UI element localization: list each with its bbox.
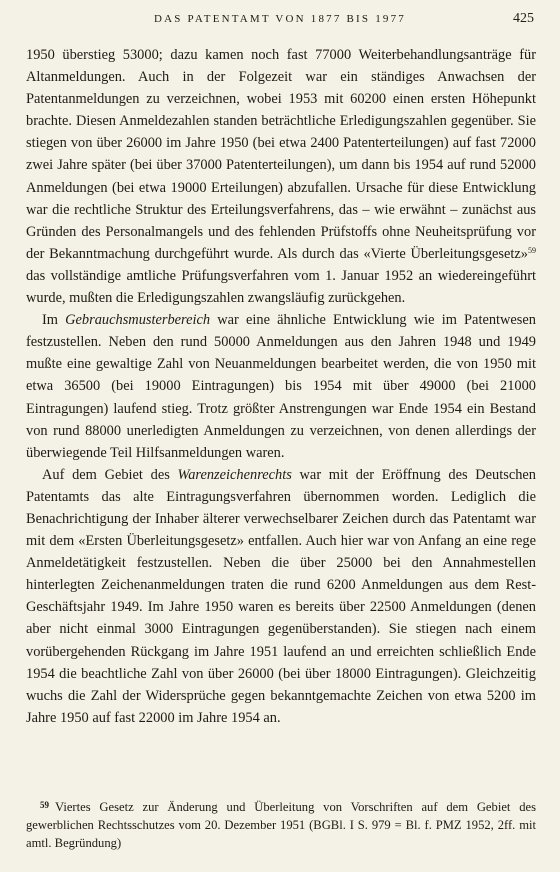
paragraph-1-text-continued: das vollständige amtliche Prüfungsverfahren vom 1. Januar 1952 an wiedereingeführt wurde, mußten die Erledigungszahlen zwangsläufig zurückgehen. xyxy=(26,267,536,307)
main-text xyxy=(26,44,536,729)
footnote-text: Viertes Gesetz zur Änderung und Überleitung von Vorschriften auf dem Gebiet des gewerblichen Rechtsschutzes vom 20. Dezember 1951 (BGBl. I S. 979 = Bl. f. PMZ 1952, 2ff. mit amtl. Begründung) xyxy=(26,800,536,850)
running-title: DAS PATENTAMT VON 1877 BIS 1977 xyxy=(153,13,406,25)
paragraph-3-text: war mit der Eröffnung des Deutschen Patentamts das alte Eintragungsverfahren übernommen worden. Lediglich die Benachrichtigung der Inhaber älterer verwechselbarer Zeichen durch das Patentamt war mit dem «Ersten Überleitungsgesetz» entfallen. Auch hier war von Anfang an eine rege Anmeldetätigkeit festzustellen. Neben die über 25000 bei den Annahmestellen hinterlegten Zeichenanmeldungen traten die rund 6200 Anmeldungen aus dem Rest-Geschäftsjahr 1949. Im Jahre 1950 waren es bereits über 22500 Anmeldungen (denen aber nicht einmal 3000 Eintragungen gegenüberstanden). Sie stiegen nach einem vorübergehenden Rückgang im Jahre 1951 laufend an und erreichten schließlich Ende 1954 die beachtliche Zahl von über 26000 (bei über 18000 Eintragungen). Gleichzeitig wuchs die Zahl der Widersprüche gegen bekanntgemachte Zeichen von etwa 5200 im Jahre 1950 auf fast 22000 im Jahre 1954 an. xyxy=(26,466,537,726)
paragraph-2-emphasis: Gebrauchsmusterbereich xyxy=(65,312,211,329)
paragraph-2 xyxy=(26,309,536,464)
paragraph-1-text: 1950 überstieg 53000; dazu kamen noch fast 77000 Weiterbehandlungsanträge für Altanmeldungen. Auch in der Folgezeit war ein ständiges Anwachsen der Patentanmeldungen zu verzeichnen, wobei 1953 mit 60200 einen ersten Höhepunkt brachte. Diesen Anmeldezahlen standen beträchtliche Erledigungszahlen gegenüber. Sie stiegen von über 26000 im Jahre 1950 (bei etwa 2400 Patenterteilungen) auf fast 72000 zwei Jahre später (bei über 37000 Patenterteilungen), um dann bis 1954 auf rund 52000 Anmeldungen (bei etwa 19000 Erteilungen) abzufallen. Ursache für diese Entwicklung war die rechtliche Struktur des Erteilungsverfahrens, das – wie erwähnt – zunächst aus Gründen des Personalmangels und des fehlenden Prüfstoffs ohne Neuheitsprüfung vor der Bekanntmachung durchgeführt wurde. Als durch das «Vierte Überleitungsgesetz» xyxy=(26,47,536,262)
paragraph-1 xyxy=(26,44,536,309)
page-number: 425 xyxy=(513,11,534,26)
footnote-number: 59 xyxy=(40,800,49,810)
footnote-ref-59: 59 xyxy=(528,245,536,255)
paragraph-3-lead: Auf dem Gebiet des xyxy=(42,466,178,483)
footnote xyxy=(26,796,536,852)
paragraph-2-lead: Im xyxy=(42,312,66,329)
running-head xyxy=(26,10,534,32)
paragraph-2-text: war eine ähnliche Entwicklung wie im Patentwesen festzustellen. Neben den rund 50000 Anmeldungen aus den Jahren 1948 und 1949 mußte eine gewaltige Zahl von Neuanmeldungen bearbeitet werden, die von 1950 mit etwa 36500 (bei 19000 Eintragungen) bis 1954 mit über 49000 (bei 21000 Eintragungen) laufend stieg. Trotz größter Anstrengungen war Ende 1954 ein Bestand von rund 88000 unerledigten Anmeldungen zu verzeichnen, von denen allerdings der überwiegende Teil Hilfsanmeldungen waren. xyxy=(26,312,536,461)
paragraph-3 xyxy=(26,464,536,729)
paragraph-3-emphasis: Warenzeichenrechts xyxy=(177,466,292,483)
